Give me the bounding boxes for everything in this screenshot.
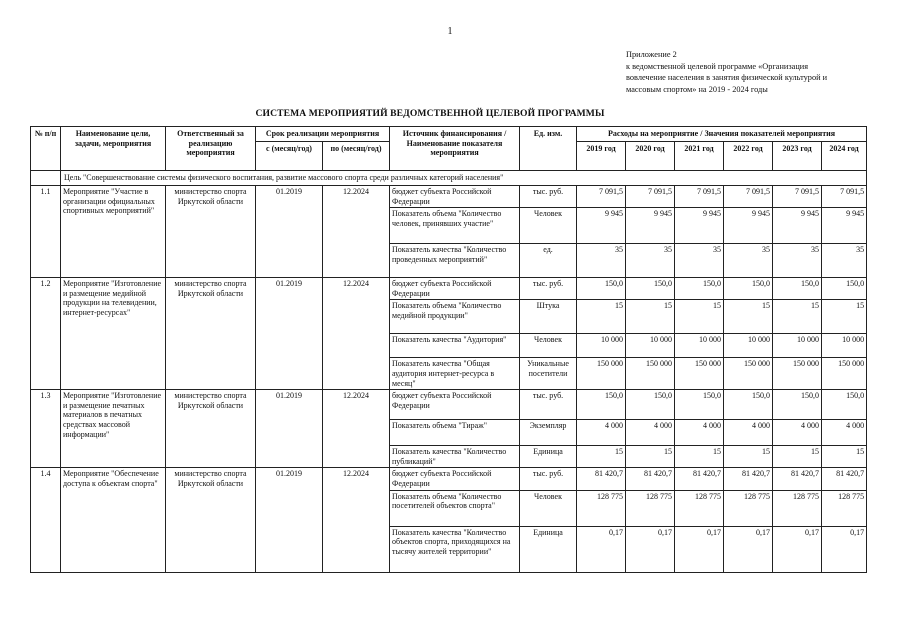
header-from: с (месяц/год) (256, 142, 323, 171)
row-unit: Штука (520, 300, 577, 334)
header-year: 2023 год (773, 142, 822, 171)
header-year: 2024 год (822, 142, 867, 171)
row-value: 128 775 (724, 490, 773, 526)
row-unit: Человек (520, 208, 577, 244)
row-value: 9 945 (822, 208, 867, 244)
header-source: Источник финансирования / Наименование показателя мероприятия (390, 127, 520, 171)
goal-row (31, 171, 867, 186)
row-source: Показатель качества "Количество объектов спорта, приходящихся на тысячу жителей территории" (390, 526, 520, 572)
row-value: 4 000 (626, 420, 675, 446)
measure-from: 01.2019 (256, 186, 323, 278)
row-value: 128 775 (822, 490, 867, 526)
row-value: 0,17 (724, 526, 773, 572)
row-source: Показатель качества "Количество проведенных мероприятий" (390, 244, 520, 278)
row-value: 81 420,7 (724, 468, 773, 490)
row-value: 150,0 (822, 278, 867, 300)
measure-responsible: министерство спорта Иркутской области (166, 468, 256, 572)
header-expenses: Расходы на мероприятие / Значения показателей мероприятия (577, 127, 867, 142)
row-value: 150,0 (773, 390, 822, 420)
row-value: 0,17 (773, 526, 822, 572)
row-value: 15 (626, 300, 675, 334)
row-value: 9 945 (773, 208, 822, 244)
row-value: 0,17 (822, 526, 867, 572)
measure-name: Мероприятие "Изготовление и размещение медийной продукции на телевидении, интернет-ресурсах" (61, 278, 166, 390)
row-value: 4 000 (675, 420, 724, 446)
row-value: 128 775 (577, 490, 626, 526)
measure-from: 01.2019 (256, 390, 323, 468)
measure-name: Мероприятие "Участие в организации официальных спортивных мероприятий" (61, 186, 166, 278)
row-value: 4 000 (724, 420, 773, 446)
row-value: 150 000 (626, 358, 675, 390)
appendix-line: к ведомственной целевой программе «Организация (626, 61, 809, 71)
table-body (31, 171, 867, 573)
header-year: 2019 год (577, 142, 626, 171)
measure-to: 12.2024 (323, 186, 390, 278)
row-value: 15 (577, 446, 626, 468)
row-value: 35 (577, 244, 626, 278)
row-value: 7 091,5 (822, 186, 867, 208)
row-value: 0,17 (675, 526, 724, 572)
row-value: 81 420,7 (773, 468, 822, 490)
row-unit: Экземпляр (520, 420, 577, 446)
row-value: 81 420,7 (822, 468, 867, 490)
table-row (31, 390, 867, 420)
header-year: 2021 год (675, 142, 724, 171)
row-value: 35 (822, 244, 867, 278)
appendix-line: массовым спортом» на 2019 - 2024 годы (626, 84, 768, 94)
row-value: 35 (773, 244, 822, 278)
measure-responsible: министерство спорта Иркутской области (166, 278, 256, 390)
row-value: 35 (724, 244, 773, 278)
row-value: 150 000 (675, 358, 724, 390)
row-unit: тыс. руб. (520, 390, 577, 420)
row-value: 150,0 (577, 278, 626, 300)
row-value: 4 000 (773, 420, 822, 446)
row-source: бюджет субъекта Российской Федерации (390, 468, 520, 490)
row-source: Показатель объема "Количество медийной продукции" (390, 300, 520, 334)
row-value: 9 945 (577, 208, 626, 244)
row-value: 81 420,7 (626, 468, 675, 490)
measure-from: 01.2019 (256, 278, 323, 390)
measures-table (30, 126, 867, 573)
header-num: № п/п (31, 127, 61, 171)
row-value: 15 (675, 446, 724, 468)
appendix-note (626, 49, 888, 95)
row-unit: ед. (520, 244, 577, 278)
appendix-line: вовлечение населения в занятия физической культурой и (626, 73, 828, 83)
row-unit: тыс. руб. (520, 278, 577, 300)
measure-to: 12.2024 (323, 278, 390, 390)
row-value: 81 420,7 (577, 468, 626, 490)
row-value: 128 775 (626, 490, 675, 526)
table-row (31, 468, 867, 490)
row-value: 150,0 (577, 390, 626, 420)
measure-from: 01.2019 (256, 468, 323, 572)
header-year: 2022 год (724, 142, 773, 171)
row-source: Показатель объема "Тираж" (390, 420, 520, 446)
row-source: бюджет субъекта Российской Федерации (390, 186, 520, 208)
row-value: 150 000 (577, 358, 626, 390)
row-unit: тыс. руб. (520, 468, 577, 490)
row-unit: Уникальные посетители (520, 358, 577, 390)
header-to: по (месяц/год) (323, 142, 390, 171)
measure-responsible: министерство спорта Иркутской области (166, 390, 256, 468)
measure-num: 1.3 (31, 390, 61, 468)
row-value: 7 091,5 (773, 186, 822, 208)
row-value: 150,0 (724, 278, 773, 300)
row-value: 10 000 (626, 334, 675, 358)
goal-num-cell (31, 171, 61, 186)
row-value: 128 775 (675, 490, 724, 526)
row-value: 150 000 (773, 358, 822, 390)
row-value: 35 (626, 244, 675, 278)
row-value: 150,0 (724, 390, 773, 420)
measure-num: 1.4 (31, 468, 61, 572)
row-source: Показатель объема "Количество человек, принявших участие" (390, 208, 520, 244)
goal-text: Цель "Совершенствование системы физического воспитания, развитие массового спорта среди различных категорий населения" (61, 171, 867, 186)
row-value: 150,0 (626, 278, 675, 300)
measure-name: Мероприятие "Изготовление и размещение печатных материалов в печатных средствах массовой информации" (61, 390, 166, 468)
row-value: 10 000 (773, 334, 822, 358)
row-unit: Единица (520, 446, 577, 468)
header-unit: Ед. изм. (520, 127, 577, 171)
row-value: 15 (626, 446, 675, 468)
row-source: бюджет субъекта Российской Федерации (390, 390, 520, 420)
row-value: 15 (822, 300, 867, 334)
header-responsible: Ответственный за реализацию мероприятия (166, 127, 256, 171)
header-year: 2020 год (626, 142, 675, 171)
row-value: 4 000 (822, 420, 867, 446)
row-value: 150,0 (822, 390, 867, 420)
row-value: 128 775 (773, 490, 822, 526)
measure-to: 12.2024 (323, 468, 390, 572)
measure-to: 12.2024 (323, 390, 390, 468)
row-value: 10 000 (577, 334, 626, 358)
row-value: 7 091,5 (626, 186, 675, 208)
row-value: 81 420,7 (675, 468, 724, 490)
row-value: 35 (675, 244, 724, 278)
row-value: 7 091,5 (724, 186, 773, 208)
row-value: 150,0 (626, 390, 675, 420)
row-value: 9 945 (626, 208, 675, 244)
row-value: 150,0 (675, 390, 724, 420)
row-value: 150,0 (675, 278, 724, 300)
row-value: 10 000 (675, 334, 724, 358)
measure-num: 1.2 (31, 278, 61, 390)
appendix-line: Приложение 2 (626, 50, 677, 59)
row-source: Показатель качества "Общая аудитория интернет-ресурса в месяц" (390, 358, 520, 390)
row-value: 150 000 (724, 358, 773, 390)
row-unit: Единица (520, 526, 577, 572)
page-number: 1 (447, 26, 453, 37)
row-value: 0,17 (577, 526, 626, 572)
row-source: Показатель объема "Количество посетителей объектов спорта" (390, 490, 520, 526)
row-value: 4 000 (577, 420, 626, 446)
row-value: 15 (724, 446, 773, 468)
row-value: 15 (773, 446, 822, 468)
row-value: 15 (577, 300, 626, 334)
row-value: 15 (822, 446, 867, 468)
row-value: 15 (675, 300, 724, 334)
table-row (31, 278, 867, 300)
measure-num: 1.1 (31, 186, 61, 278)
header-name: Наименование цели, задачи, мероприятия (61, 127, 166, 171)
row-value: 15 (773, 300, 822, 334)
row-value: 10 000 (724, 334, 773, 358)
row-value: 150 000 (822, 358, 867, 390)
row-value: 15 (724, 300, 773, 334)
row-unit: Человек (520, 334, 577, 358)
row-unit: Человек (520, 490, 577, 526)
row-value: 7 091,5 (675, 186, 724, 208)
row-value: 10 000 (822, 334, 867, 358)
row-value: 7 091,5 (577, 186, 626, 208)
header-period: Срок реализации мероприятия (256, 127, 390, 142)
table-row (31, 186, 867, 208)
measure-name: Мероприятие "Обеспечение доступа к объектам спорта" (61, 468, 166, 572)
row-source: Показатель качества "Аудитория" (390, 334, 520, 358)
document-title: СИСТЕМА МЕРОПРИЯТИЙ ВЕДОМСТВЕННОЙ ЦЕЛЕВОЙ ПРОГРАММЫ (255, 108, 605, 119)
row-value: 0,17 (626, 526, 675, 572)
row-source: Показатель качества "Количество публикаций" (390, 446, 520, 468)
row-unit: тыс. руб. (520, 186, 577, 208)
row-value: 150,0 (773, 278, 822, 300)
measure-responsible: министерство спорта Иркутской области (166, 186, 256, 278)
row-source: бюджет субъекта Российской Федерации (390, 278, 520, 300)
row-value: 9 945 (724, 208, 773, 244)
row-value: 9 945 (675, 208, 724, 244)
